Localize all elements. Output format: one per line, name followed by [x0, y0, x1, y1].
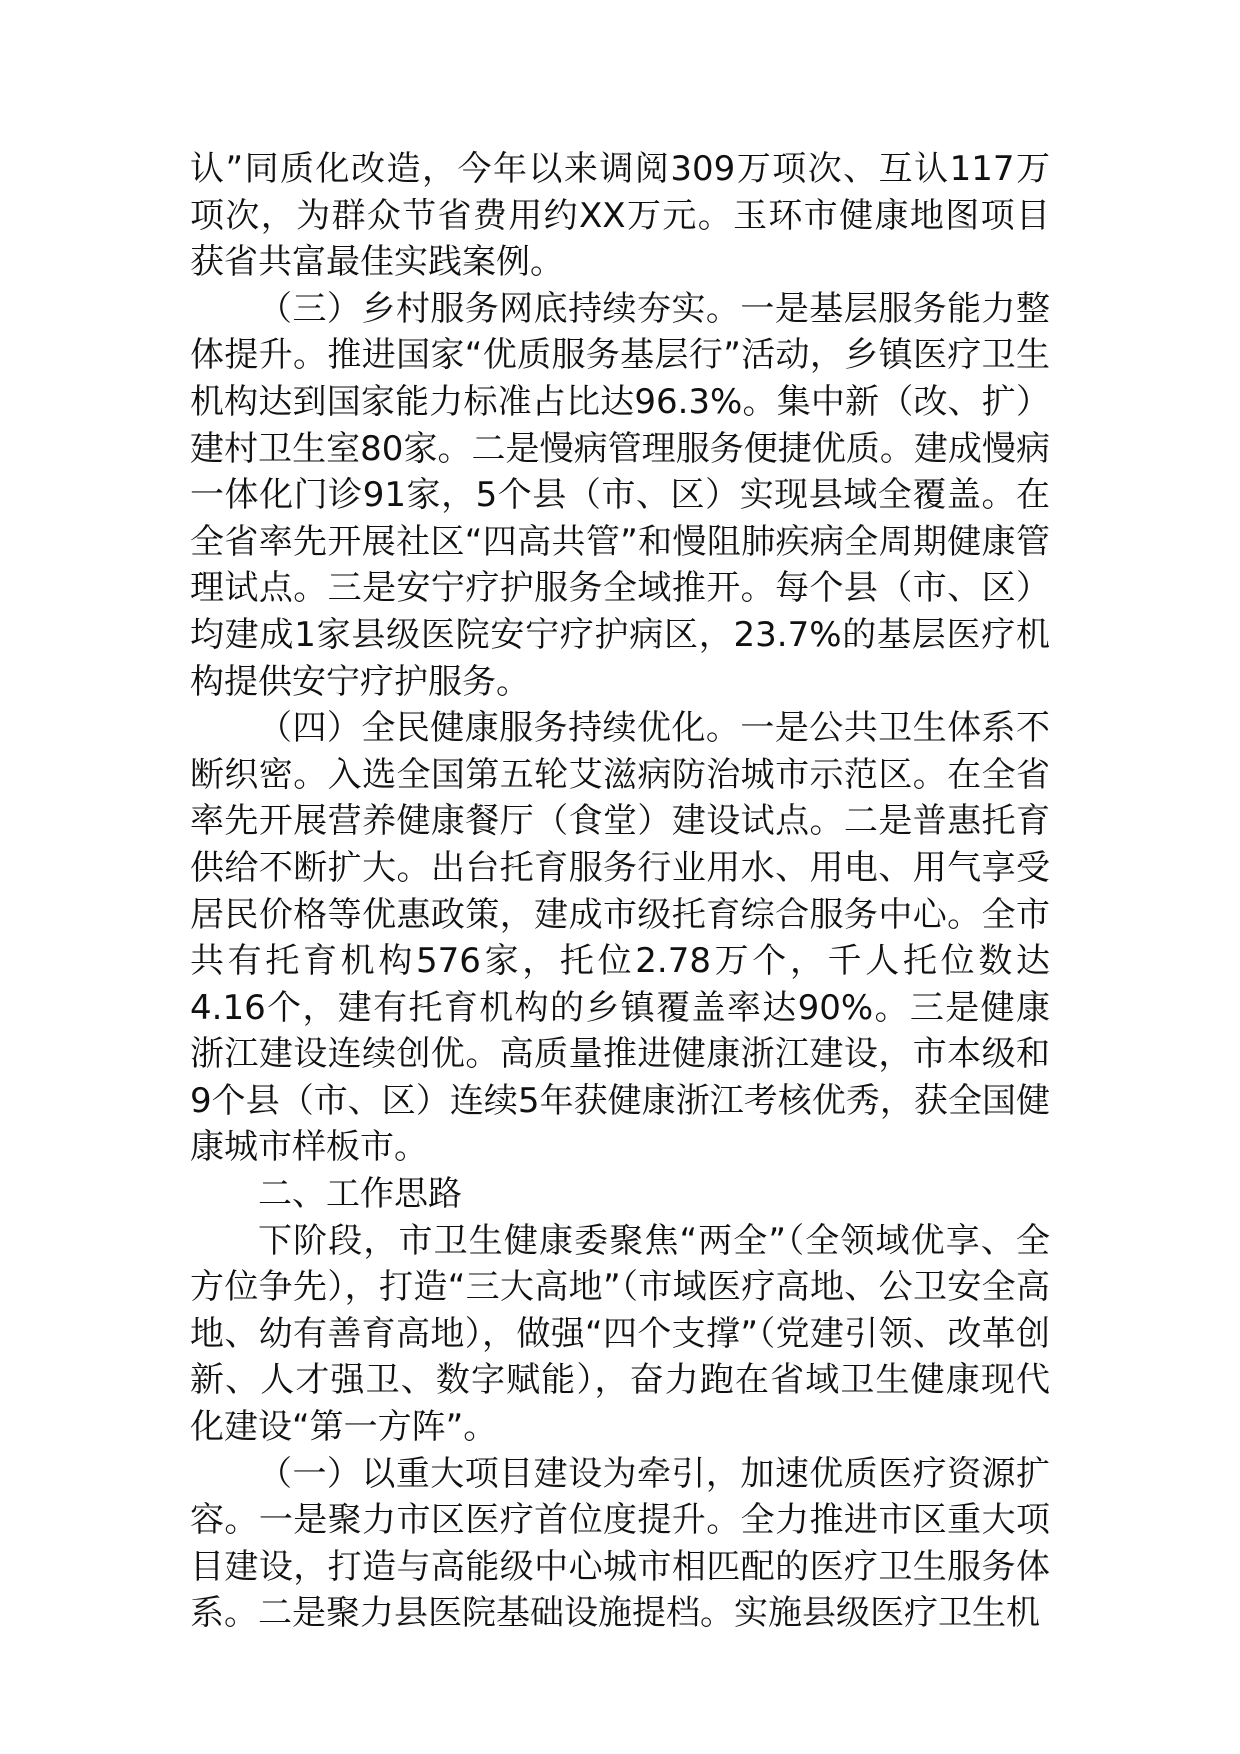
- paragraph-major-projects: （一）以重大项目建设为牵引，加速优质医疗资源扩容。一是聚力市区医疗首位度提升。全力推进市区重大项目建设，打造与高能级中心城市相匹配的医疗卫生服务体系。二是聚力县医院基础设施提档。实施县级医疗卫生机: [190, 1453, 1050, 1634]
- paragraph-next-stage: 下阶段，市卫生健康委聚焦“两全”（全领域优享、全方位争先），打造“三大高地”（市域医疗高地、公卫安全高地、幼有善育高地），做强“四个支撑”（党建引领、改革创新、人才强卫、数字赋能），奋力跑在省域卫生健康现代化建设“第一方阵”。: [190, 1220, 1050, 1448]
- paragraph-public-health: （四）全民健康服务持续优化。一是公共卫生体系不断织密。入选全国第五轮艾滋病防治城市示范区。在全省率先开展营养健康餐厅（食堂）建设试点。二是普惠托育供给不断扩大。出台托育服务行业用水、用电、用气享受居民价格等优惠政策，建成市级托育综合服务中心。全市共有托育机构576家，托位2.78万个，千人托位数达4.16个，建有托育机构的乡镇覆盖率达90%。三是健康浙江建设连续创优。高质量推进健康浙江建设，市本级和9个县（市、区）连续5年获健康浙江考核优秀，获全国健康城市样板市。: [190, 708, 1050, 1168]
- document-body: [190, 146, 1050, 1637]
- paragraph-continuation: 认”同质化改造，今年以来调阅309万项次、互认117万项次，为群众节省费用约XX万元。玉环市健康地图项目获省共富最佳实践案例。: [190, 149, 1050, 283]
- section-heading-work-ideas: 二、工作思路: [258, 1174, 462, 1215]
- paragraph-rural-services: （三）乡村服务网底持续夯实。一是基层服务能力整体提升。推进国家“优质服务基层行”活动，乡镇医疗卫生机构达到国家能力标准占比达96.3%。集中新（改、扩）建村卫生室80家。二是慢病管理服务便捷优质。建成慢病一体化门诊91家，5个县（市、区）实现县域全覆盖。在全省率先开展社区“四高共管”和慢阻肺疾病全周期健康管理试点。三是安宁疗护服务全域推开。每个县（市、区）均建成1家县级医院安宁疗护病区，23.7%的基层医疗机构提供安宁疗护服务。: [190, 288, 1050, 702]
